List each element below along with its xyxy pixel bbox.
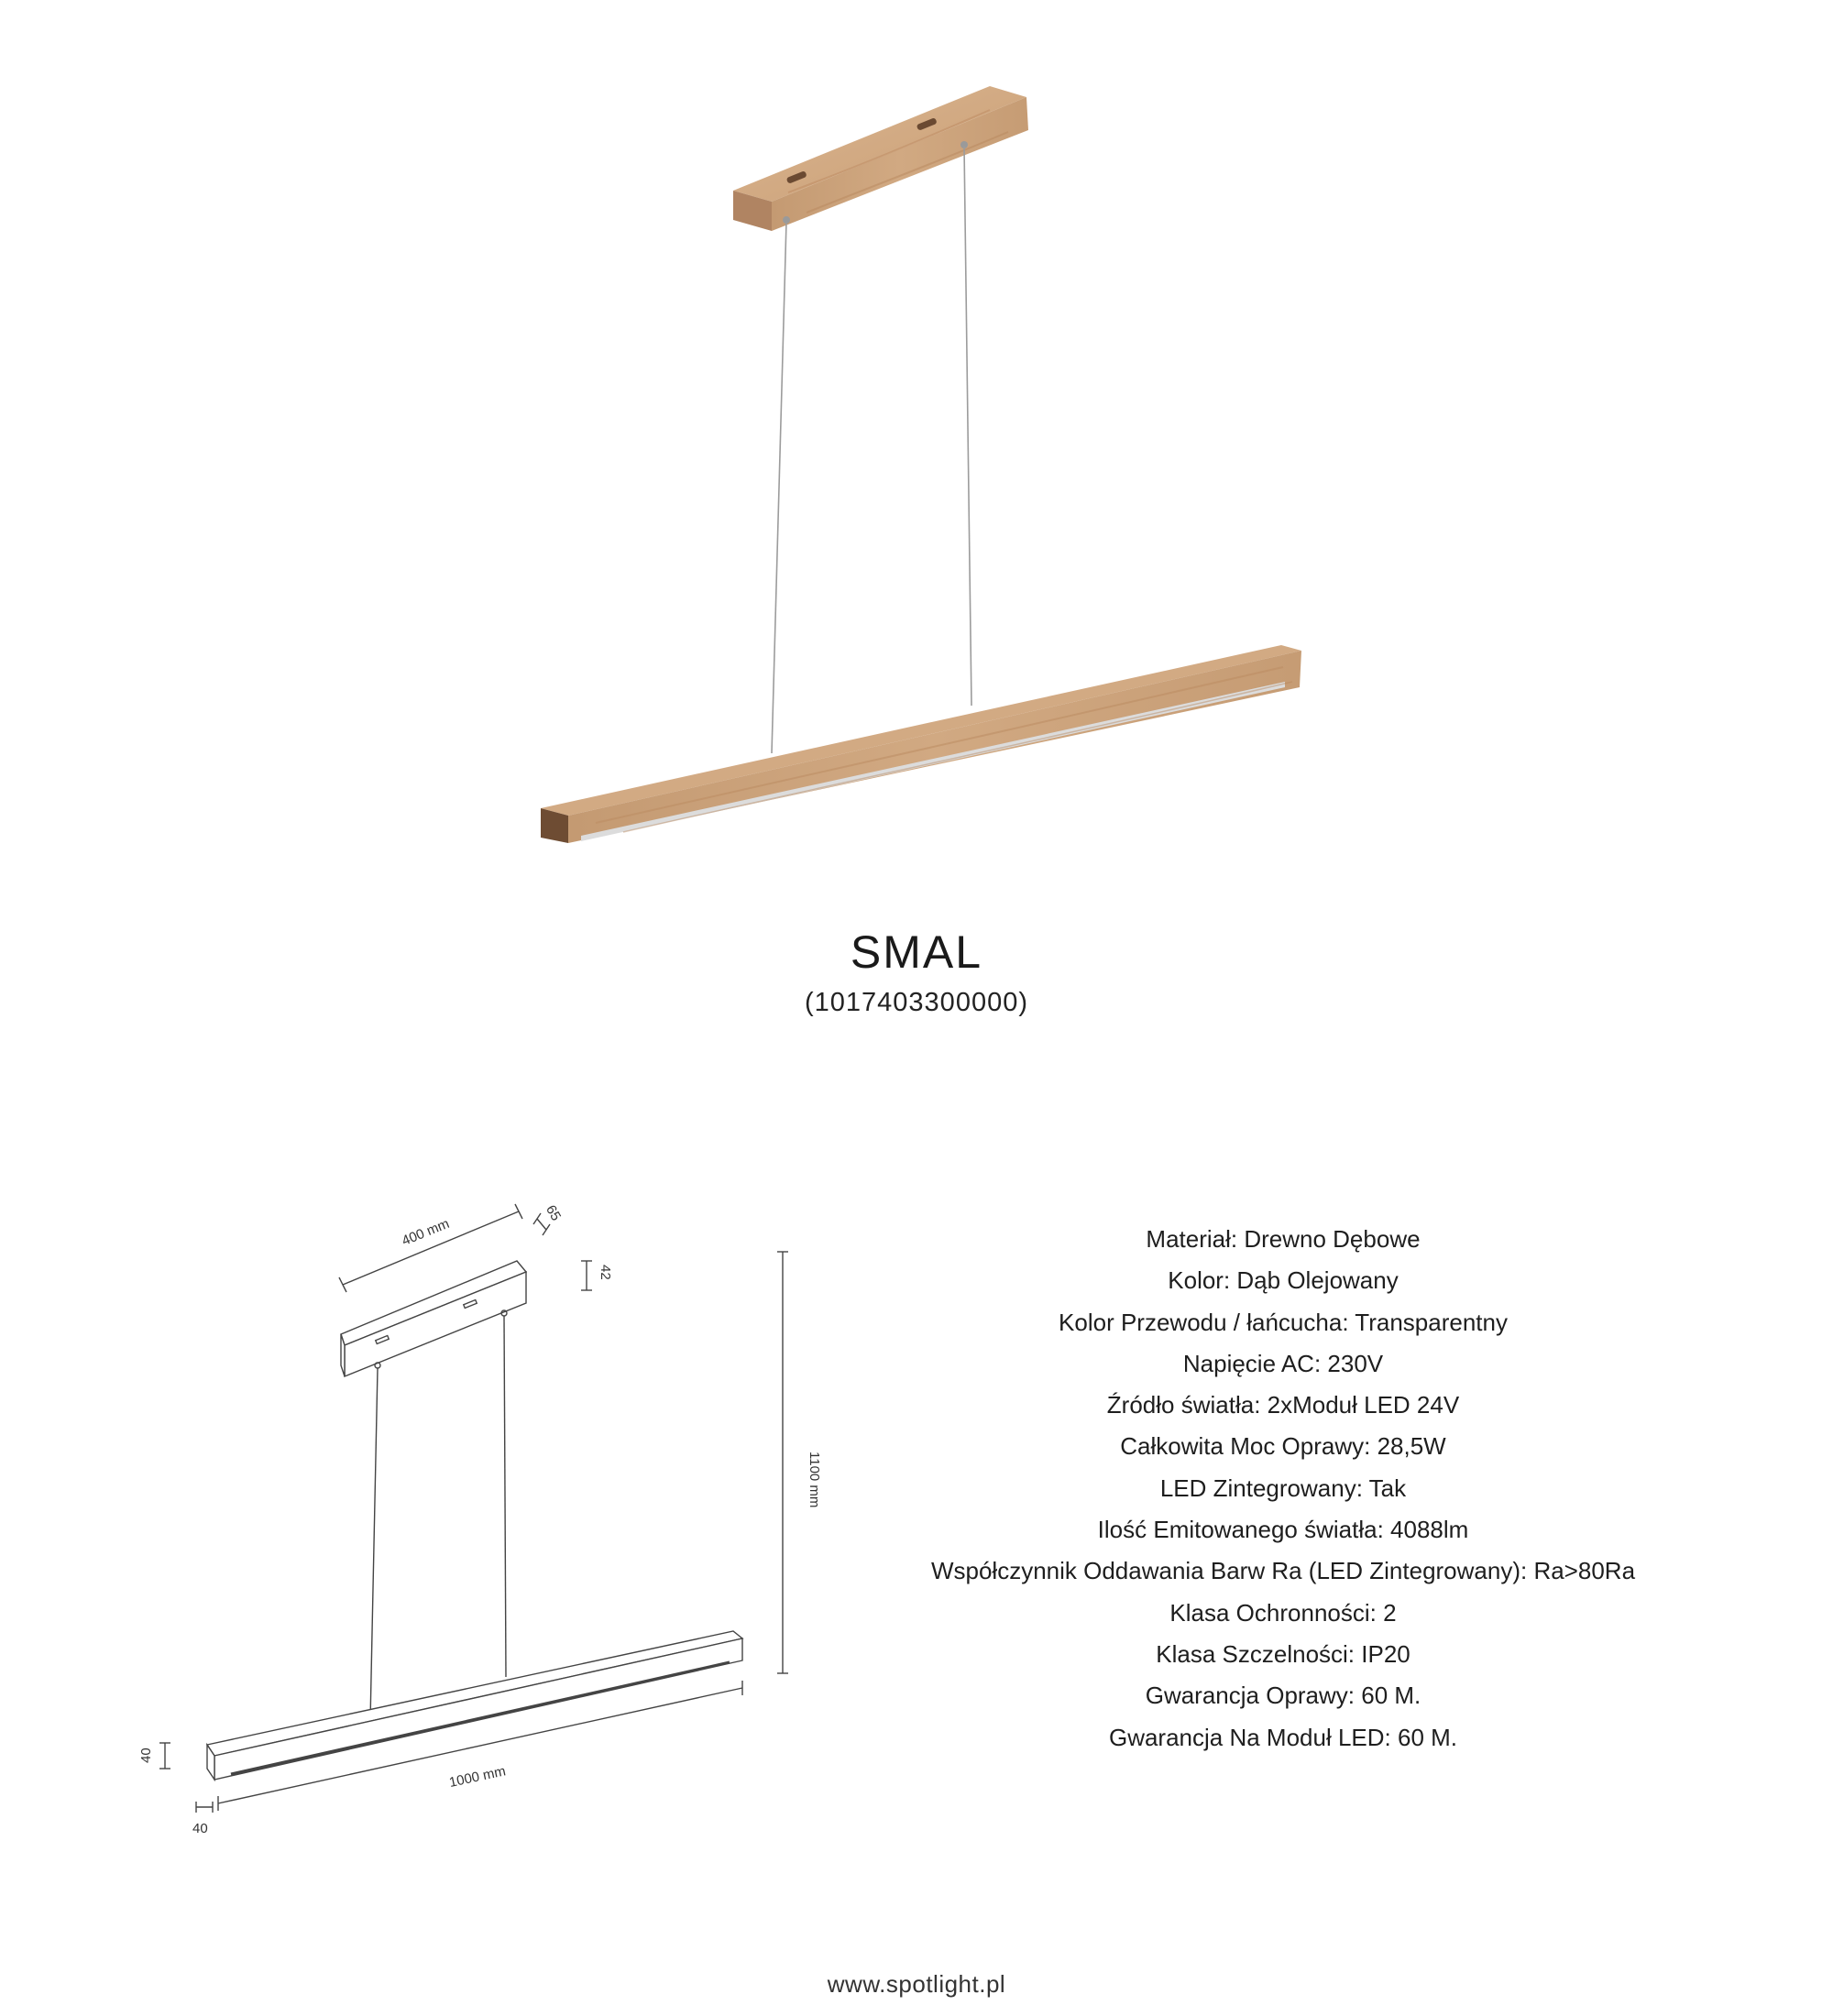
spec-item: Kolor Przewodu / łańcucha: Transparentny	[1059, 1308, 1508, 1336]
product-photo	[513, 55, 1338, 861]
dimension-drawing	[128, 1182, 825, 1869]
lamp-bar	[541, 645, 1301, 843]
drawing-lines	[159, 1204, 788, 1813]
website-link[interactable]: www.spotlight.pl	[827, 1970, 1006, 1998]
spec-item: Współczynnik Oddawania Barw Ra (LED Zintegrowany): Ra>80Ra	[930, 1557, 1636, 1585]
product-code: (1017403300000)	[805, 988, 1028, 1017]
dim-bar-length: 1000 mm	[447, 1763, 508, 1791]
dim-canopy-height: 42	[598, 1265, 613, 1280]
spec-item: Kolor: Dąb Olejowany	[1168, 1266, 1399, 1295]
spec-item: Źródło światła: 2xModuł LED 24V	[1106, 1391, 1460, 1419]
spec-list	[880, 1219, 1686, 1759]
spec-item: Klasa Szczelności: IP20	[1156, 1639, 1410, 1668]
spec-item: Napięcie AC: 230V	[1182, 1349, 1384, 1377]
dim-bar-height: 40	[138, 1748, 154, 1763]
cable-right	[964, 147, 971, 706]
spec-item: Klasa Ochronności: 2	[1169, 1598, 1397, 1627]
spec-item: Gwarancja Na Moduł LED: 60 M.	[1108, 1723, 1458, 1751]
dim-canopy-length: 400 mm	[400, 1215, 452, 1249]
dim-suspension-height: 1100 mm	[807, 1452, 822, 1508]
canopy	[733, 86, 1028, 231]
dim-canopy-depth: 65	[543, 1202, 565, 1224]
product-name: SMAL	[850, 926, 983, 978]
spec-item: Całkowita Moc Oprawy: 28,5W	[1120, 1432, 1446, 1461]
spec-item: LED Zintegrowany: Tak	[1159, 1474, 1407, 1502]
dim-bar-width: 40	[192, 1821, 208, 1836]
spec-item: Ilość Emitowanego światła: 4088lm	[1097, 1516, 1469, 1544]
spec-item: Materiał: Drewno Dębowe	[1146, 1225, 1421, 1253]
spec-item: Gwarancja Oprawy: 60 M.	[1145, 1682, 1421, 1710]
cable-left	[772, 222, 786, 753]
